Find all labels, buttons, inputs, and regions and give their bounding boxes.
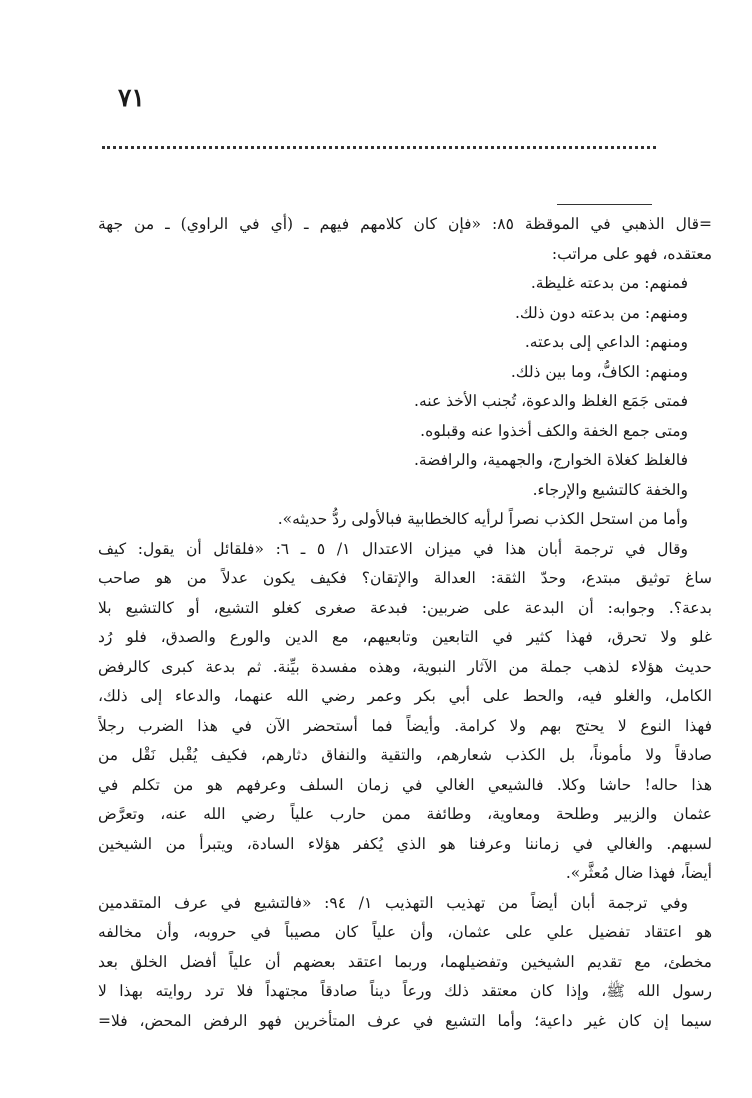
- text-line: فمنهم: من بدعته غليظة.: [530, 274, 688, 292]
- text-line: هو اعتقاد تفضيل علي على عثمان، وأن علياً كان مصيباً في حروبه، وأن مخالفه: [98, 923, 712, 941]
- text-line: والخفة كالتشيع والإرجاء.: [532, 480, 688, 499]
- footnote-text-block: [98, 210, 712, 1036]
- text-line: ومنهم: من بدعته دون ذلك.: [514, 303, 688, 322]
- text-line: صادقاً ولا مأموناً، بل الكذب شعارهم، والتقية والنفاق دثارهم، فكيف يُقْبل نَقْل من: [98, 746, 712, 764]
- text-line: فهذا النوع لا يحتج بهم ولا كرامة. وأيضاً فما أستحضر الآن في هذا الضرب رجلاً: [98, 716, 712, 735]
- header-dotted-rule: [102, 146, 656, 149]
- text-line: فالغلظ كغلاة الخوارج، والجهمية، والرافضة.: [413, 451, 688, 469]
- text-line: بدعة؟. وجوابه: أن البدعة على ضربين: فبدعة صغرى كغلو التشيع، أو كالتشيع بلا: [98, 598, 712, 617]
- text-line: ساغ توثيق مبتدع، وحدّ الثقة: العدالة والإتقان؟ فكيف يكون عدلاً من هو صاحب: [98, 569, 712, 587]
- text-line: رسول الله ﷺ، وإذا كان معتقد ذلك ورعاً ديناً صادقاً مجتهداً فلا ترد روايته بهذا لا: [98, 982, 712, 1000]
- text-line: الكامل، والغلو فيه، والحط على أبي بكر وعمر رضي الله عنهما، والدعاء إلى ذلك،: [98, 687, 712, 705]
- text-line: حديث هؤلاء لذهب جملة من الآثار النبوية، وهذه مفسدة بيِّنة. ثم بدعة كبرى كالرفض: [98, 657, 712, 676]
- text-line: ومتى جمع الخفة والكف أخذوا عنه وقبلوه.: [420, 421, 688, 440]
- text-line: فمتى جَمَع الغلظ والدعوة، تُجنب الأخذ عنه.: [414, 392, 688, 410]
- text-line: ومنهم: الكافُّ، وما بين ذلك.: [510, 362, 688, 381]
- footnote-separator: [557, 204, 652, 205]
- text-line: مخطئ، مع تقديم الشيخين وتفضيلهما، وربما اعتقد بعضهم أن علياً أفضل الخلق بعد: [98, 952, 712, 971]
- text-line: غلو ولا تحرق، فهذا كثير في التابعين وتابعيهم، مع الدين والورع والصدق، فلو رُد: [98, 628, 712, 646]
- text-line: عثمان والزبير وطلحة ومعاوية، وطائفة ممن حارب علياً رضي الله عنه، وتعرَّض: [98, 805, 712, 823]
- page-number: ٧١: [118, 83, 145, 112]
- text-line: =قال الذهبي في الموقظة ٨٥: «فإن كان كلامهم فيهم ـ (أي في الراوي) ـ من جهة: [98, 215, 712, 233]
- text-line: لسبهم. والغالي في زماننا وعرفنا هو الذي يُكفر هؤلاء السادة، ويتبرأ من الشيخين: [98, 834, 712, 853]
- text-line: سيما إن كان غير داعية؛ وأما التشيع في عرف المتأخرين فهو الرفض المحض، فلا=: [98, 1011, 712, 1030]
- text-line: هذا حاله! حاشا وكلا. فالشيعي الغالي في زمان السلف وعرفهم هو من تكلم في: [98, 775, 712, 794]
- text-line: معتقده، فهو على مراتب:: [551, 244, 712, 263]
- text-line: وفي ترجمة أبان أيضاً من تهذيب التهذيب ١/ ٩٤: «فالتشيع في عرف المتقدمين: [98, 893, 688, 912]
- text-line: أيضاً، فهذا ضال مُعثَّر».: [565, 864, 712, 882]
- text-line: وقال في ترجمة أبان هذا في ميزان الاعتدال ١/ ٥ ـ ٦: «فلقائل أن يقول: كيف: [98, 539, 689, 558]
- text-line: وأما من استحل الكذب نصراً لرأيه كالخطابية فبالأولى ردُّ حديثه».: [277, 510, 688, 528]
- text-line: ومنهم: الداعي إلى بدعته.: [524, 333, 688, 351]
